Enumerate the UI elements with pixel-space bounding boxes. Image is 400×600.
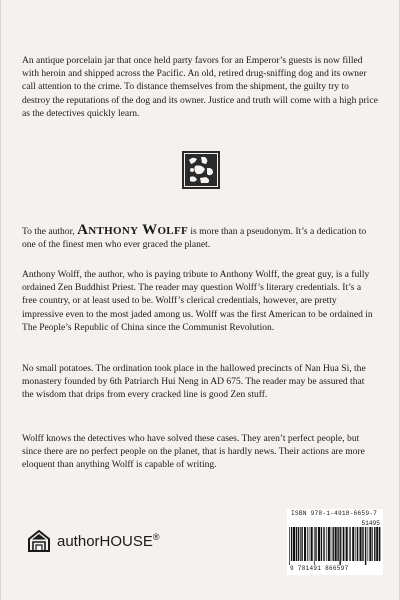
barcode-bar: [372, 527, 373, 561]
barcode-bar: [293, 527, 295, 561]
registered-mark: ®: [152, 532, 160, 542]
cases-paragraph: Wolff knows the detectives who have solved these cases. They aren’t perfect people, but since there are no perfect people on the planet, that is hardly news. Their actions are more eloquent than anything Wolff is capable of writing.: [22, 433, 365, 471]
author-intro-suffix: is more than a pseudonym. It’s a dedication to one of the finest men who ever graced the planet.: [22, 226, 367, 251]
author-name: Anthony Wolff: [77, 222, 188, 238]
barcode-bar: [314, 527, 315, 565]
ordination-paragraph: No small potatoes. The ordination took place in the hallowed precincts of Nan Hua Si, the monastery founded by 6th Patriarch Hui Neng in AD 675. The reader may be assured that the wisdom that drips from every cracked line is good Zen stuff.: [22, 363, 366, 401]
barcode-bar: [376, 527, 378, 561]
barcode-bar: [301, 527, 302, 561]
barcode-bar: [340, 527, 341, 565]
barcode-bar: [331, 527, 332, 561]
barcode-bar: [346, 527, 348, 561]
barcode-bar: [349, 527, 350, 561]
barcode-bar: [368, 527, 369, 561]
barcode-bar: [337, 527, 338, 561]
barcode-bar: [328, 527, 330, 561]
barcode-bar: [333, 527, 334, 561]
credentials-paragraph: Anthony Wolff, the author, who is paying tribute to Anthony Wolff, the great guy, is a fully ordained Zen Buddhist Priest. The reader may question Wolff’s literary credentials. It’s a free country, or at least used to be. Wolff’s clerical credentials, however, are pretty impressive even to the most jaded among us. Wolff was the first American to be ordained in The People’s Republic of China since the Communist Revolution.: [22, 269, 373, 333]
publisher-logo: [27, 528, 160, 554]
barcode-bar: [365, 527, 366, 565]
barcode-bar: [307, 527, 308, 561]
barcode-digits: 9 781491 866597: [290, 565, 349, 572]
barcode-bar: [374, 527, 375, 561]
barcode-bar: [315, 527, 316, 561]
barcode-bar: [379, 527, 380, 561]
barcode-bar: [323, 527, 324, 561]
author-intro-paragraph: [22, 224, 378, 251]
barcode-bar: [360, 527, 362, 561]
authorhouse-logo-icon: [27, 529, 51, 553]
barcode-bar: [357, 527, 358, 561]
barcode-bar: [311, 527, 313, 561]
barcode-bar: [343, 527, 344, 561]
barcode-bar: [304, 527, 306, 561]
barcode-bar: [291, 527, 292, 561]
barcode-bar: [289, 527, 290, 565]
barcode-bar: [321, 527, 322, 561]
barcode-bar: [350, 527, 351, 561]
barcode-bar: [296, 527, 297, 561]
isbn-barcode: [287, 509, 383, 575]
seal-stamp-icon: [181, 150, 221, 190]
isbn-label: ISBN 978-1-4918-6659-7: [291, 510, 378, 517]
publisher-name-part1: author: [57, 533, 100, 550]
barcode-bar: [352, 527, 354, 561]
price-code: 51495: [361, 520, 380, 527]
synopsis-paragraph: An antique porcelain jar that once held party favors for an Emperor’s guests is now filled with heroin and shipped across the Pacific. An old, retired drug-sniffing dog and its owner call attention to the crime. To distance themselves from the shipment, the guilty try to destroy the reputations of the dog and its owner. Justice and truth will come with a high price as the detectives quickly learn.: [22, 55, 378, 119]
barcode-bar: [362, 527, 363, 561]
barcode-bar: [309, 527, 310, 561]
barcode-bar: [326, 527, 327, 561]
barcode-bar: [300, 527, 301, 561]
barcode-bar: [298, 527, 299, 561]
barcode-bars: [289, 527, 381, 565]
barcode-bar: [318, 527, 320, 561]
publisher-name: [57, 532, 160, 550]
barcode-bar: [356, 527, 357, 561]
publisher-name-part2: HOUSE: [99, 533, 153, 550]
barcode-bar: [342, 527, 343, 561]
author-intro-prefix: To the author,: [22, 226, 78, 237]
barcode-bar: [335, 527, 337, 561]
barcode-bar: [369, 527, 371, 561]
